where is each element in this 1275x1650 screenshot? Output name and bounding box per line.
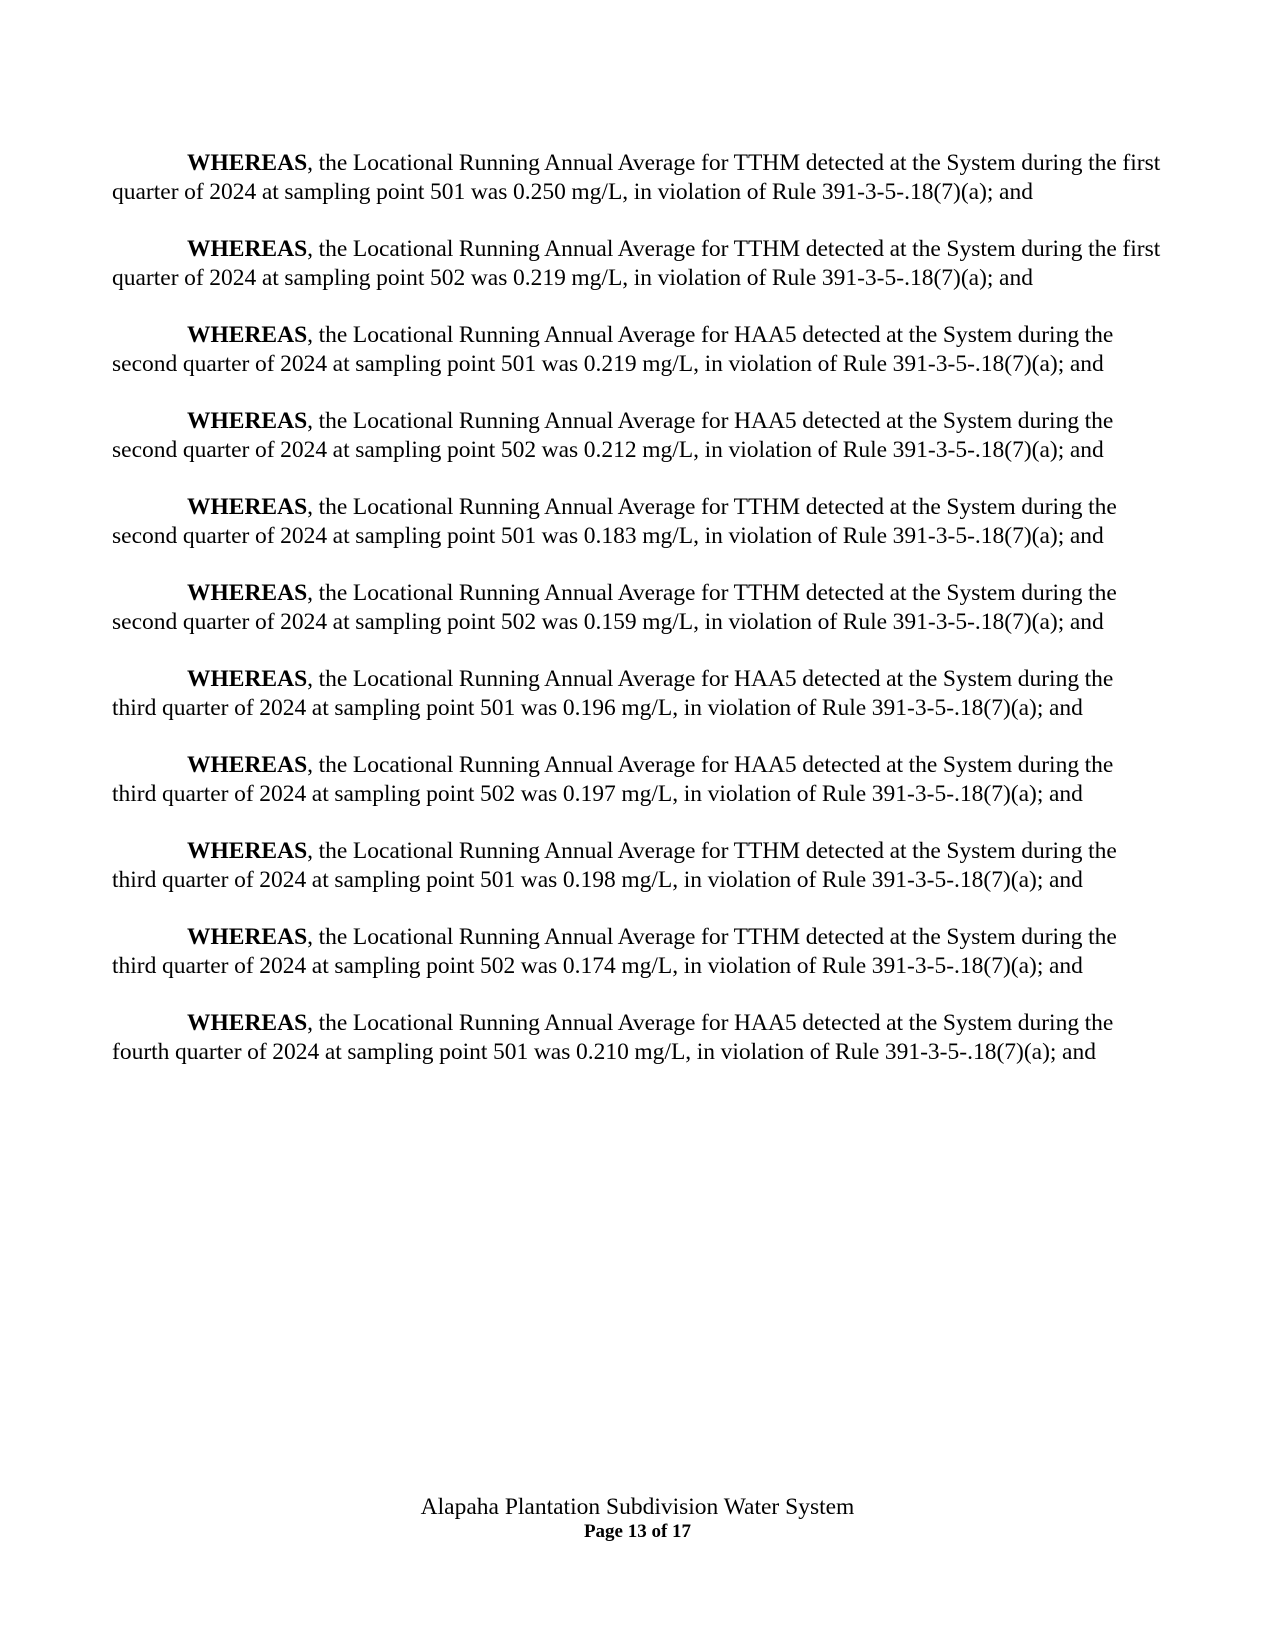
whereas-lead: WHEREAS — [187, 752, 308, 778]
paragraph-text: , the Locational Running Annual Average for TTHM detected at the System during the first quarter of 2024 at sampling point 502 was 0.219 mg/L, in violation of Rule 391-3-5-.18(7)(a); and — [112, 236, 1161, 291]
whereas-paragraph — [112, 837, 1162, 894]
paragraph-text: , the Locational Running Annual Average for HAA5 detected at the System during the second quarter of 2024 at sampling point 502 was 0.212 mg/L, in violation of Rule 391-3-5-.18(7)(a); and — [112, 408, 1114, 463]
whereas-lead: WHEREAS — [187, 322, 308, 348]
whereas-lead: WHEREAS — [187, 666, 308, 692]
whereas-lead: WHEREAS — [187, 150, 308, 176]
page-footer — [0, 1493, 1275, 1543]
paragraph-text: , the Locational Running Annual Average for TTHM detected at the System during the second quarter of 2024 at sampling point 502 was 0.159 mg/L, in violation of Rule 391-3-5-.18(7)(a); and — [112, 580, 1117, 635]
paragraph-text: , the Locational Running Annual Average for HAA5 detected at the System during the fourth quarter of 2024 at sampling point 501 was 0.210 mg/L, in violation of Rule 391-3-5-.18(7)(a); and — [112, 1010, 1114, 1065]
paragraph-text: , the Locational Running Annual Average for TTHM detected at the System during the third quarter of 2024 at sampling point 501 was 0.198 mg/L, in violation of Rule 391-3-5-.18(7)(a); and — [112, 838, 1117, 893]
whereas-paragraph — [112, 407, 1162, 464]
paragraph-text: , the Locational Running Annual Average for HAA5 detected at the System during the third quarter of 2024 at sampling point 502 was 0.197 mg/L, in violation of Rule 391-3-5-.18(7)(a); and — [112, 752, 1114, 807]
whereas-lead: WHEREAS — [187, 408, 308, 434]
whereas-paragraph — [112, 751, 1162, 808]
footer-system-name: Alapaha Plantation Subdivision Water System — [420, 1494, 855, 1520]
whereas-lead: WHEREAS — [187, 838, 308, 864]
whereas-paragraph — [112, 665, 1162, 722]
whereas-paragraph — [112, 149, 1162, 206]
whereas-paragraph — [112, 923, 1162, 980]
whereas-paragraph — [112, 235, 1162, 292]
whereas-lead: WHEREAS — [187, 494, 308, 520]
paragraph-text: , the Locational Running Annual Average for TTHM detected at the System during the first quarter of 2024 at sampling point 501 was 0.250 mg/L, in violation of Rule 391-3-5-.18(7)(a); and — [112, 150, 1161, 205]
document-body — [112, 149, 1162, 1095]
paragraph-text: , the Locational Running Annual Average for HAA5 detected at the System during the third quarter of 2024 at sampling point 501 was 0.196 mg/L, in violation of Rule 391-3-5-.18(7)(a); and — [112, 666, 1114, 721]
whereas-lead: WHEREAS — [187, 924, 308, 950]
whereas-paragraph — [112, 579, 1162, 636]
whereas-lead: WHEREAS — [187, 1010, 308, 1036]
paragraph-text: , the Locational Running Annual Average for HAA5 detected at the System during the second quarter of 2024 at sampling point 501 was 0.219 mg/L, in violation of Rule 391-3-5-.18(7)(a); and — [112, 322, 1114, 377]
whereas-lead: WHEREAS — [187, 580, 308, 606]
whereas-lead: WHEREAS — [187, 236, 308, 262]
whereas-paragraph — [112, 1009, 1162, 1066]
paragraph-text: , the Locational Running Annual Average for TTHM detected at the System during the second quarter of 2024 at sampling point 501 was 0.183 mg/L, in violation of Rule 391-3-5-.18(7)(a); and — [112, 494, 1117, 549]
whereas-paragraph — [112, 321, 1162, 378]
paragraph-text: , the Locational Running Annual Average for TTHM detected at the System during the third quarter of 2024 at sampling point 502 was 0.174 mg/L, in violation of Rule 391-3-5-.18(7)(a); and — [112, 924, 1117, 979]
page-number: Page 13 of 17 — [583, 1521, 692, 1542]
whereas-paragraph — [112, 493, 1162, 550]
